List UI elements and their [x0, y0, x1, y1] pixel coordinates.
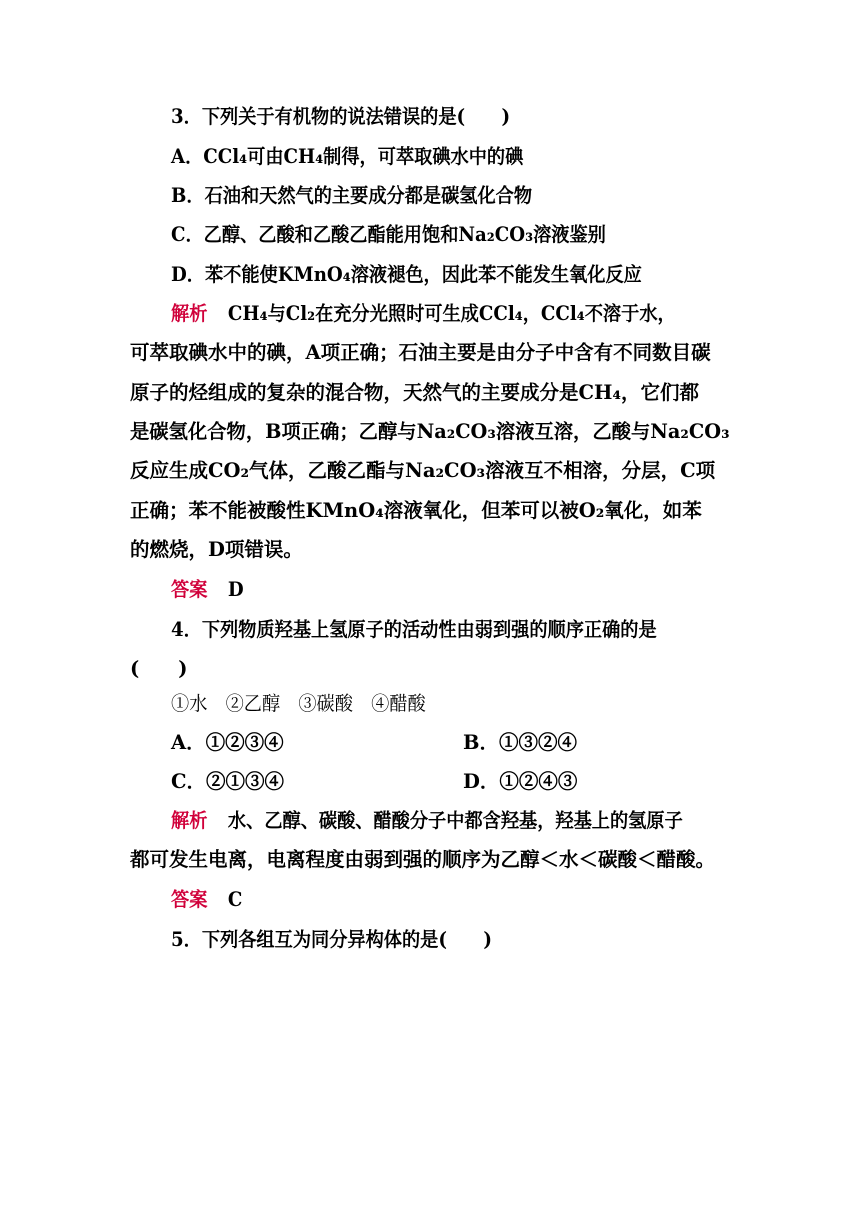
- q4-option-b: B．①③②④: [463, 731, 577, 754]
- q3-analysis-text-4: 是碳氢化合物，B项正确；乙醇与Na₂CO₃溶液互溶，乙酸与Na₂CO₃: [130, 420, 730, 443]
- q3-analysis-text-5: 反应生成CO₂气体，乙酸乙酯与Na₂CO₃溶液互不相溶，分层，C项: [130, 459, 716, 482]
- q4-option-c: C．②①③④: [171, 770, 285, 793]
- q4-option-a: A．①②③④: [171, 731, 284, 754]
- q3-option-d: D．苯不能使KMnO₄溶液褪色，因此苯不能发生氧化反应: [171, 263, 642, 286]
- q3-analysis-text-2: 可萃取碘水中的碘，A项正确；石油主要是由分子中含有不同数目碳: [130, 341, 711, 364]
- q4-answer-line: [171, 887, 731, 913]
- q3-answer-label: 答案: [171, 578, 208, 601]
- q3-stem: 3．下列关于有机物的说法错误的是( ): [171, 105, 511, 128]
- q4-stem-line-2: ( ): [130, 657, 188, 680]
- q3-option-b: B．石油和天然气的主要成分都是碳氢化合物: [171, 184, 533, 207]
- q3-option-a: A．CCl₄可由CH₄制得，可萃取碘水中的碘: [171, 145, 524, 168]
- q4-analysis-text-1: 水、乙醇、碳酸、醋酸分子中都含羟基，羟基上的氢原子: [227, 809, 683, 832]
- q4-option-d: D．①②④③: [463, 770, 578, 793]
- q4-items: ①水 ②乙醇 ③碳酸 ④醋酸: [171, 692, 426, 715]
- q3-analysis-text-3: 原子的烃组成的复杂的混合物，天然气的主要成分是CH₄，它们都: [130, 381, 699, 404]
- q3-analysis-text-6: 正确；苯不能被酸性KMnO₄溶液氧化，但苯可以被O₂氧化，如苯: [130, 499, 702, 522]
- q4-answer-label: 答案: [171, 888, 208, 911]
- q4-stem-line-1: 4．下列物质羟基上氢原子的活动性由弱到强的顺序正确的是: [171, 618, 657, 641]
- q4-answer: C: [227, 888, 243, 911]
- q3-option-c: C．乙醇、乙酸和乙酸乙酯能用饱和Na₂CO₃溶液鉴别: [171, 223, 606, 246]
- q4-analysis-text-2: 都可发生电离，电离程度由弱到强的顺序为乙醇＜水＜碳酸＜醋酸。: [130, 848, 716, 871]
- q4-analysis-first-line: [171, 808, 731, 834]
- q3-analysis-text-1: CH₄与Cl₂在充分光照时可生成CCl₄，CCl₄不溶于水，: [227, 302, 676, 325]
- q5-stem: 5．下列各组互为同分异构体的是( ): [171, 928, 492, 951]
- q3-answer: D: [227, 578, 244, 601]
- q3-analysis-first-line: [171, 301, 731, 327]
- q3-answer-line: [171, 577, 731, 603]
- q3-analysis-text-7: 的燃烧，D项错误。: [130, 538, 303, 561]
- q3-analysis-label: 解析: [171, 302, 208, 325]
- q4-analysis-label: 解析: [171, 809, 208, 832]
